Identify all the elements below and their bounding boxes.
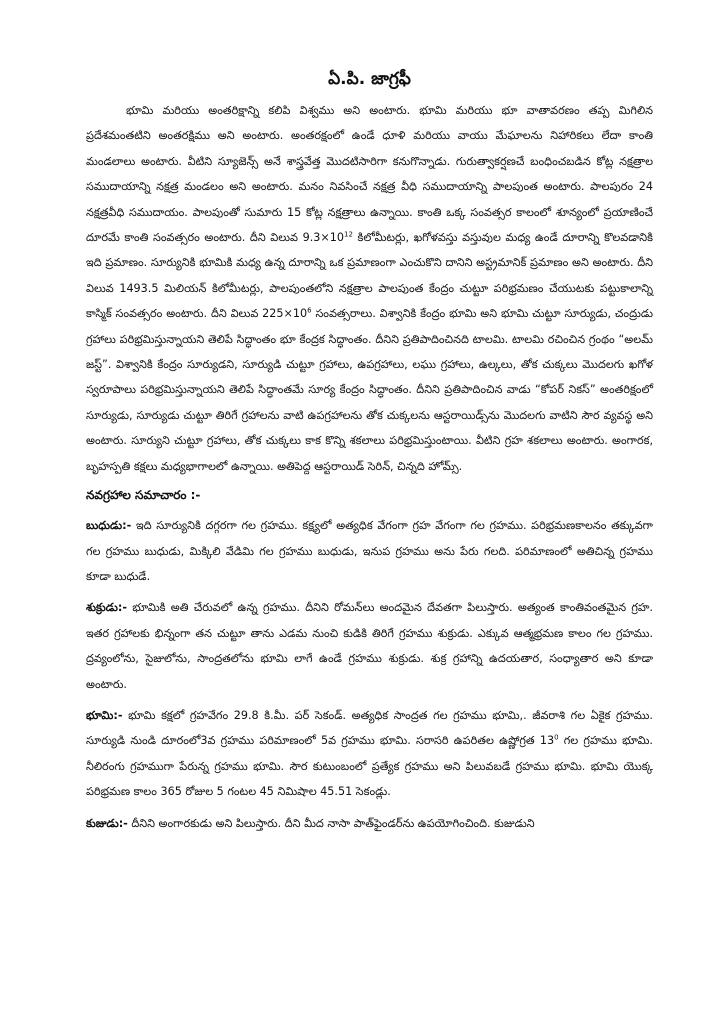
planet-text: భూమి కక్షలో గ్రహవేగం 29.8 కి.మీ. పర్ సెకండ్. అత్యధిక సాంద్రత గల గ్రహము భూమి,. జీవరాశి గల ఏకైక గ్రహము. సూర్యుడి నుండి దూరంలో3వ గ్రహము పరిమాణంలో 5వ గ్రహము భూమి. సరాసరి ఉపరితల ఉష్ణోగ్రత 13	[86, 708, 653, 748]
section-heading-navagraha: నవగ్రహాల సమాచారం :-	[86, 488, 201, 503]
intro-text-2: కిలోమీటర్లు, ఖగోళవస్తు వస్తువుల మధ్య ఉండే దూరాన్ని కొలవడానికి ఇది ప్రమాణం. సూర్యునికి భూమికి మధ్య ఉన్న దూరాన్ని ఒక ప్రమాణంగా ఎంచుకొని దానిని అస్ట్రమానిక్ ప్రమాణం అని అంటారు. దీని విలువ 1493.5 మిలియన్ కిలోమీటర్లు, పాలపుంతలోని నక్షత్రాల పాలపుంత కేంద్రం చుట్టూ పరిభ్రమణం చేయుటకు పట్టుకాలాన్ని కాస్మిక్ సంవత్సరం అంటారు. దీని విలువ 225×10	[86, 231, 653, 321]
planet-block-mars	[86, 811, 653, 836]
planet-text-cont: గల గ్రహము భూమి. నీలిరంగు గ్రహముగా పేరున్న గ్రహము భూమి. సౌర కుటుంబంలో ప్రత్యేక గ్రహము అని పిలువబడే గ్రహము భూమి. భూమి యొక్క పరిభ్రమణ కాలం 365 రోజుల 5 గంటల 45 నిమిషాల 45.51 సెకండ్లు.	[86, 734, 653, 799]
planet-term: కుజుడు:-	[86, 816, 128, 830]
planet-text: దీనిని అంగారకుడు అని పిలుస్తారు. దీని మీద నాసా పాత్‌ఫైండర్‌ను ఉపయోగించింది. కుజుడుని	[127, 816, 535, 830]
exponent-6: 6	[307, 306, 312, 315]
planet-block-earth	[86, 703, 653, 805]
planet-text: ఇది సూర్యునికి దగ్గరగా గల గ్రహము. కక్ష్యలో అత్యధిక వేగంగా గ్రహ వేగంగా గల గ్రహము. పరిభ్రమణకాలనం తక్కువగా గల గ్రహము బుధుడు, మిక్కిలి వేడిమి గల గ్రహము బుధుడు, ఇనుప గ్రహము అను పేరు గలది. పరిమాణంలో అతిచిన్న గ్రహము కూడా బుధుడే.	[86, 519, 653, 583]
planet-term: భూమి:-	[86, 708, 123, 722]
planet-term: శుక్రుడు:-	[86, 601, 128, 615]
intro-text-3: సంవత్సరాలు. విశ్వానికి కేంద్రం భూమి అని భూమి చుట్టూ సూర్యుడు, చంద్రుడు గ్రహాలు పరిభ్రమిస్తున్నాయని తెలిపే సిద్ధాంతం భూ కేంద్రక సిద్ధాంతం. దీనిని ప్రతిపాదించినది టాలమి. టాలమి రచించిన గ్రంథం “అలమ్ జస్ట్”. విశ్వానికి కేంద్రం సూర్యుడని, సూర్యుడి చుట్టూ గ్రహాలు, ఉపగ్రహాలు, లఘు గ్రహాలు, ఉల్కలు, తోక చుక్కలు మొదలగు ఖగోళ స్వరూపాలు పరిభ్రమిస్తున్నాయని తెలిపే సిద్ధాంతమే సూర్య కేంద్రం సిద్ధాంతం. దీనిని ప్రతిపాదించిన వాడు “కోపర్ నికస్” అంతరిక్షంలో సూర్యుడు, సూర్యుడు చుట్టూ తిరిగే గ్రహాలను వాటి ఉపగ్రహాలను తోక చుక్కలను ఆస్టరాయిడ్స్‌ను మొదలగు వాటిని సౌర వ్యవస్థ అని అంటారు. సూర్యుని చుట్టూ గ్రహాలు, తోక చుక్కలు కాక కొన్ని శకలాలు పరిభ్రమిస్తుంటాయి. వీటిని గ్రహ శకలాలు అంటారు. అంగారక, బృహస్పతి కక్షలు మధ్యభాగాలలో ఉన్నాయి. అతిపెద్ద ఆస్టరాయిడ్ సెరిన్, చిన్నది హోమ్స్.	[86, 307, 653, 473]
document-page	[86, 66, 653, 842]
degree-mark: 0	[554, 733, 559, 742]
intro-text-1: భూమి మరియు అంతరిక్షాన్ని కలిపి విశ్వము అని అంటారు. భూమి మరియు భూ వాతావరణం తప్ప మిగిలిన ప్రదేశమంతటిని అంతరక్షిము అని అంటారు. అంతరక్షంలో ఉండే ధూళి మరియు వాయు మేఘాలను నిహారికలు లేదా కాంతి మండలాలు అంటారు. వీటిని స్యూజెన్స్ అనే శాస్త్రవేత్త మొదటిసారిగా కనుగొన్నాడు. గురుత్వాకర్షణచే బంధించబడిన కోట్ల నక్షత్రాల సముదాయాన్ని నక్షత్ర మండలం అని అంటారు. మనం నివసించే నక్షత్ర వీధి సముదాయాన్ని పాలపుంత అంటారు. పాలపురం 24 నక్షత్రవీధి సముదాయం. పాలపుంతో సుమారు 15 కోట్ల నక్షత్రాలు ఉన్నాయి. కాంతి ఒక్క సంవత్సర కాలంలో శూన్యంలో ప్రయాణించే దూరమే కాంతి సంవత్సరం అంటారు. దీని విలువ 9.3×10	[86, 104, 653, 245]
planet-term: బుధుడు:-	[86, 519, 132, 533]
page-title: ఏ.పి. జాగ్రఫీ	[328, 69, 411, 89]
planet-text: భూమికి అతి చేరువలో ఉన్న గ్రహము. దీనిని రోమన్‌లు అందమైన దేవతగా పిలుస్తారు. అత్యంత కాంతివంతమైన గ్రహ. ఇతర గ్రహాలకు భిన్నంగా తన చుట్టూ తాను ఎడమ నుంచి కుడికి తిరిగే గ్రహము శుక్రుడు. ఎక్కువ ఆత్మభ్రమణ కాలం గల గ్రహము. ద్రవ్యంలోను, సైజులోను, సాంద్రతలోను భూమి లాగే ఉండే గ్రహము శుక్రుడు. శుక్ర గ్రహాన్ని ఉదయతార, సంధ్యాతార అని కూడా అంటారు.	[86, 601, 653, 691]
intro-paragraph	[86, 98, 653, 479]
exponent-12: 12	[343, 230, 353, 239]
planet-block-mercury	[86, 513, 653, 589]
planet-block-venus	[86, 595, 653, 697]
